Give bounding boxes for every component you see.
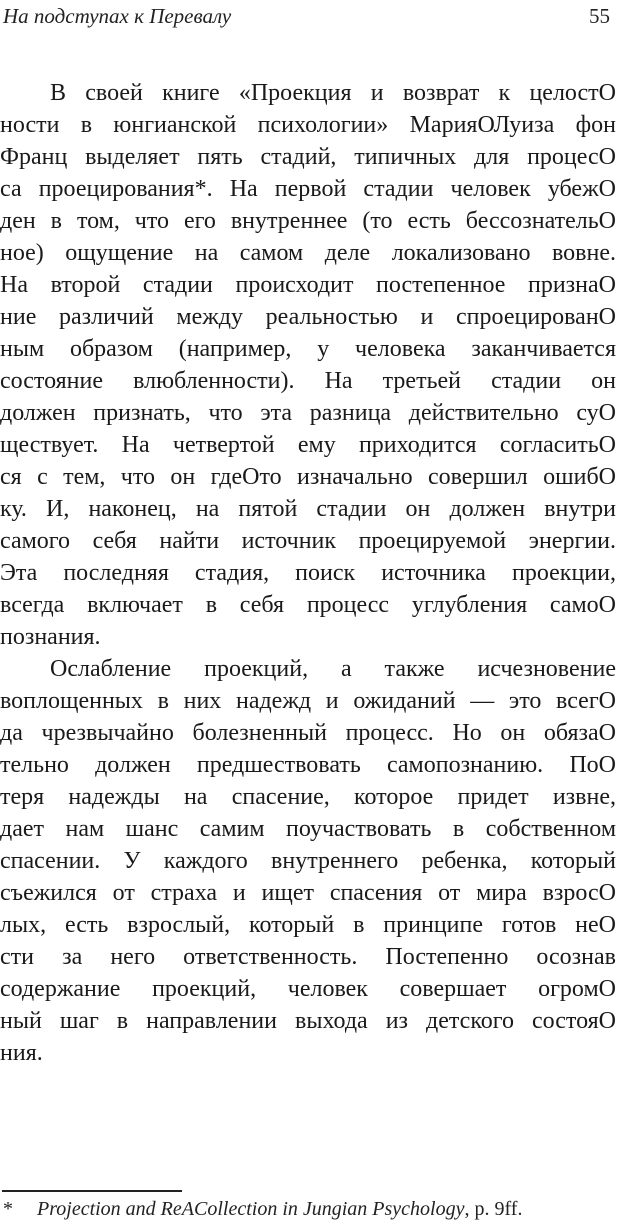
text-line: ся с тем, что он гдеОто изначально совершил ошибО [0,464,616,490]
text-line: познания. [0,624,101,650]
footnote-divider [2,1190,182,1192]
text-line: сти за него ответственность. Постепенно осознав [0,944,616,970]
text-line: лых, есть взрослый, который в принципе готов неО [0,912,616,938]
text-line: ное) ощущение на самом деле локализовано вовне. [0,240,616,266]
footnote-page-ref: , p. 9ff. [464,1198,523,1220]
text-line: ния. [0,1040,43,1066]
text-line: ку. И, наконец, на пятой стадии он должен внутри [0,496,616,522]
text-line: ности в юнгианской психологии» МарияОЛуиза фон [0,112,616,138]
text-line: спасении. У каждого внутреннего ребенка, который [0,848,616,874]
text-line: содержание проекций, человек совершает огромО [0,976,616,1002]
text-line: ществует. На четвертой ему приходится согласитьО [0,432,616,458]
text-line: дает нам шанс самим поучаствовать в собственном [0,816,616,842]
text-line: воплощенных в них надежд и ожиданий — это всегО [0,688,616,714]
text-line: ние различий между реальностью и спроецированО [0,304,616,330]
text-line: съежился от страха и ищет спасения от мира взросО [0,880,616,906]
text-line: самого себя найти источник проецируемой энергии. [0,528,616,554]
text-line: да чрезвычайно болезненный процесс. Но он обязаО [0,720,616,746]
text-line: всегда включает в себя процесс углубления самоО [0,592,616,618]
text-line: На второй стадии происходит постепенное признаО [0,272,616,298]
text-line: са проецирования*. На первой стадии человек убежО [0,176,616,202]
text-line: ным образом (например, у человека заканчивается [0,336,616,362]
text-line: состояние влюбленности). На третьей стадии он [0,368,616,394]
text-line: теря надежды на спасение, которое придет извне, [0,784,616,810]
text-line: Эта последняя стадия, поиск источника проекции, [0,560,616,586]
text-line: Франц выделяет пять стадий, типичных для процесО [0,144,616,170]
text-line: В своей книге «Проекция и возврат к целостО [50,80,616,106]
footnote [3,1198,522,1221]
text-line: тельно должен предшествовать самопознанию. ПоО [0,752,616,778]
footnote-marker: * [3,1198,13,1220]
text-line: должен признать, что эта разница действительно суО [0,400,616,426]
text-line: ден в том, что его внутреннее (то есть бессознательО [0,208,616,234]
text-line: Ослабление проекций, а также исчезновение [50,656,616,682]
footnote-source-title: Projection and ReACollection in Jungian Psychology [37,1198,465,1220]
text-line: ный шаг в направлении выхода из детского состояО [0,1008,616,1034]
page-number: 55 [589,4,610,28]
running-head-title: На подступах к Перевалу [3,4,232,28]
body-text [0,77,616,1069]
